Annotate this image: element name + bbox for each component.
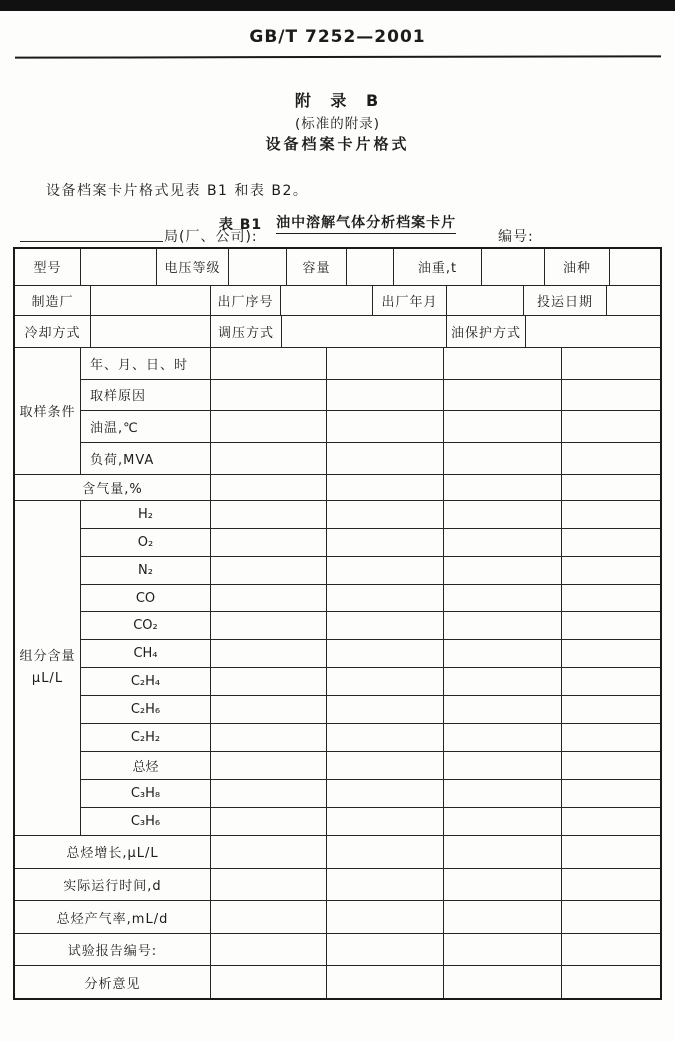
table-row-o2 [81, 529, 660, 557]
label-gas-c2h4: C₂H₄ [81, 668, 211, 695]
label-gas-ch4: CH₄ [81, 640, 211, 667]
blank-value-cell [562, 724, 660, 751]
blank-value-cell [327, 752, 444, 779]
label-total-hydrocarbon: 总烃 [81, 752, 211, 779]
blank-value-cell [327, 901, 444, 933]
blank-value-cell [562, 411, 660, 442]
blank-value-cell [327, 443, 444, 474]
table-row-oil-temperature [81, 411, 660, 443]
label-component-content-unit: μL/L [31, 670, 64, 686]
blank-value-cell [211, 724, 327, 751]
blank-value-cell [81, 249, 157, 285]
label-gas-n2: N₂ [81, 557, 211, 584]
label-gas-c3h6: C₃H₆ [81, 808, 211, 835]
blank-value-cell [211, 696, 327, 723]
blank-value-cell [610, 249, 660, 285]
blank-value-cell [91, 286, 211, 316]
blank-value-cell [562, 780, 660, 807]
blank-value-cell [444, 752, 562, 779]
table-row-sampling-reason [81, 380, 660, 412]
label-regulation-mode: 调压方式 [211, 316, 282, 347]
table-row-c3h8 [81, 780, 660, 808]
gas-rows [81, 501, 660, 835]
blank-value-cell [211, 934, 327, 966]
appendix-title: 附 录 B [294, 91, 381, 110]
blank-value-cell [327, 380, 444, 411]
label-sampling-reason: 取样原因 [81, 380, 211, 411]
blank-value-cell [211, 348, 327, 379]
blank-value-cell [211, 380, 327, 411]
blank-value-cell [562, 612, 660, 639]
blank-value-cell [211, 557, 327, 584]
blank-value-cell [211, 411, 327, 442]
blank-value-cell [327, 585, 444, 612]
blank-value-cell [444, 836, 562, 868]
label-component-content-line1: 组分含量 [19, 648, 76, 664]
label-component-content [15, 501, 81, 835]
blank-value-cell [562, 557, 660, 584]
blank-value-cell [444, 443, 562, 474]
blank-value-cell [211, 585, 327, 612]
blank-value-cell [562, 901, 660, 933]
table-caption-label: 表 B1 [218, 217, 263, 233]
label-model: 型号 [15, 249, 81, 285]
label-gas-c2h6: C₂H₆ [81, 696, 211, 723]
blank-value-cell [327, 411, 444, 442]
table-row-c3h6 [81, 808, 660, 835]
blank-value-cell [562, 668, 660, 695]
component-content-section [15, 501, 660, 836]
blank-value-cell [327, 668, 444, 695]
blank-value-cell [211, 529, 327, 556]
blank-value-cell [211, 901, 327, 933]
blank-value-cell [211, 780, 327, 807]
blank-value-cell [444, 585, 562, 612]
blank-value-cell [562, 380, 660, 411]
table-row-c2h6 [81, 696, 660, 724]
blank-value-cell [444, 966, 562, 998]
blank-value-cell [91, 316, 211, 347]
table-row-h2 [81, 501, 660, 529]
blank-value-cell [327, 724, 444, 751]
table-row-hydrocarbon-increase [15, 836, 660, 869]
label-gas-co: CO [81, 585, 211, 612]
label-gas-c2h2: C₂H₂ [81, 724, 211, 751]
blank-value-cell [562, 752, 660, 779]
blank-value-cell [562, 808, 660, 835]
table-caption-title: 油中溶解气体分析档案卡片 [276, 212, 456, 234]
table-row-actual-runtime [15, 869, 660, 902]
blank-value-cell [444, 808, 562, 835]
blank-value-cell [562, 934, 660, 966]
org-fill-in-blank-line [20, 225, 163, 242]
blank-value-cell [327, 966, 444, 998]
blank-value-cell [347, 249, 394, 285]
blank-value-cell [444, 668, 562, 695]
label-test-report-no: 试验报告编号: [15, 934, 211, 966]
blank-value-cell [211, 443, 327, 474]
label-cooling-mode: 冷却方式 [15, 316, 91, 347]
org-label: 局(厂、公司): [164, 229, 258, 245]
blank-value-cell [327, 640, 444, 667]
blank-value-cell [211, 640, 327, 667]
blank-value-cell [562, 585, 660, 612]
blank-value-cell [482, 249, 545, 285]
blank-value-cell [444, 475, 562, 500]
blank-value-cell [327, 934, 444, 966]
label-commission-date: 投运日期 [524, 286, 607, 316]
blank-value-cell [327, 501, 444, 528]
label-hydrocarbon-increase: 总烃增长,μL/L [15, 836, 211, 868]
blank-value-cell [562, 869, 660, 901]
blank-value-cell [562, 966, 660, 998]
label-oil-temperature: 油温,℃ [81, 411, 211, 442]
blank-value-cell [526, 316, 660, 347]
blank-value-cell [562, 836, 660, 868]
blank-value-cell [211, 475, 327, 500]
header-divider-rule [15, 55, 661, 58]
blank-value-cell [327, 475, 444, 500]
table-row-co2 [81, 612, 660, 640]
blank-value-cell [327, 808, 444, 835]
blank-value-cell [327, 696, 444, 723]
label-oil-weight: 油重,t [394, 249, 482, 285]
blank-value-cell [562, 348, 660, 379]
scan-edge-bar [0, 0, 675, 11]
blank-value-cell [562, 529, 660, 556]
label-oil-protection-mode: 油保护方式 [447, 316, 526, 347]
blank-value-cell [444, 557, 562, 584]
blank-value-cell [444, 612, 562, 639]
blank-value-cell [281, 286, 373, 316]
label-gas-production-rate: 总烃产气率,mL/d [15, 901, 211, 933]
table-row-ch4 [81, 640, 660, 668]
blank-value-cell [211, 668, 327, 695]
label-factory-serial: 出厂序号 [211, 286, 281, 316]
blank-value-cell [211, 612, 327, 639]
blank-value-cell [327, 348, 444, 379]
blank-value-cell [327, 869, 444, 901]
table-row-gas-production-rate [15, 901, 660, 934]
table-row-model [15, 249, 660, 286]
intro-sentence: 设备档案卡片格式见表 B1 和表 B2。 [46, 183, 309, 199]
blank-value-cell [562, 640, 660, 667]
blank-value-cell [444, 348, 562, 379]
table-row-analysis-opinion [15, 966, 660, 998]
label-oil-type: 油种 [545, 249, 610, 285]
serial-no-label: 编号: [498, 229, 534, 245]
blank-value-cell [211, 966, 327, 998]
label-manufacturer: 制造厂 [15, 286, 91, 316]
label-gas-h2: H₂ [81, 501, 211, 528]
table-row-c2h4 [81, 668, 660, 696]
table-row-c2h2 [81, 724, 660, 752]
standard-number: GB/T 7252—2001 [249, 27, 426, 47]
table-row-cooling [15, 316, 660, 348]
blank-value-cell [211, 808, 327, 835]
sampling-conditions-section [15, 348, 660, 475]
label-sampling-conditions: 取样条件 [15, 348, 81, 474]
blank-value-cell [211, 836, 327, 868]
blank-value-cell [444, 724, 562, 751]
label-load-mva: 负荷,MVA [81, 443, 211, 474]
blank-value-cell [211, 752, 327, 779]
blank-value-cell [229, 249, 287, 285]
label-sampling-datetime: 年、月、日、时 [81, 348, 211, 379]
blank-value-cell [447, 286, 524, 316]
blank-value-cell [444, 529, 562, 556]
label-gas-content: 含气量,% [15, 475, 211, 500]
blank-value-cell [444, 411, 562, 442]
table-row-total-hydrocarbon [81, 752, 660, 780]
blank-value-cell [444, 780, 562, 807]
appendix-heading: 设备档案卡片格式 [265, 135, 410, 153]
blank-value-cell [444, 380, 562, 411]
label-gas-o2: O₂ [81, 529, 211, 556]
blank-value-cell [444, 869, 562, 901]
table-row-n2 [81, 557, 660, 585]
blank-value-cell [327, 529, 444, 556]
blank-value-cell [327, 780, 444, 807]
blank-value-cell [444, 640, 562, 667]
blank-value-cell [607, 286, 660, 316]
appendix-subtitle: (标准的附录) [294, 116, 381, 132]
sampling-rows [81, 348, 660, 474]
blank-value-cell [327, 612, 444, 639]
table-row-manufacturer [15, 286, 660, 317]
table-row-gas-content [15, 475, 660, 501]
blank-value-cell [282, 316, 447, 347]
table-row-test-report-no [15, 934, 660, 967]
blank-value-cell [327, 836, 444, 868]
blank-value-cell [562, 696, 660, 723]
label-gas-co2: CO₂ [81, 612, 211, 639]
blank-value-cell [211, 501, 327, 528]
blank-value-cell [444, 501, 562, 528]
label-factory-date: 出厂年月 [373, 286, 447, 316]
blank-value-cell [444, 934, 562, 966]
label-voltage-class: 电压等级 [157, 249, 229, 285]
table-row-sampling-datetime [81, 348, 660, 380]
label-actual-runtime: 实际运行时间,d [15, 869, 211, 901]
label-capacity: 容量 [287, 249, 347, 285]
blank-value-cell [562, 443, 660, 474]
blank-value-cell [444, 901, 562, 933]
table-row-load-mva [81, 443, 660, 474]
label-analysis-opinion: 分析意见 [15, 966, 211, 998]
blank-value-cell [562, 475, 660, 500]
archive-card-table [13, 247, 662, 1000]
blank-value-cell [444, 696, 562, 723]
blank-value-cell [211, 869, 327, 901]
blank-value-cell [327, 557, 444, 584]
table-row-co [81, 585, 660, 613]
blank-value-cell [562, 501, 660, 528]
label-gas-c3h8: C₃H₈ [81, 780, 211, 807]
